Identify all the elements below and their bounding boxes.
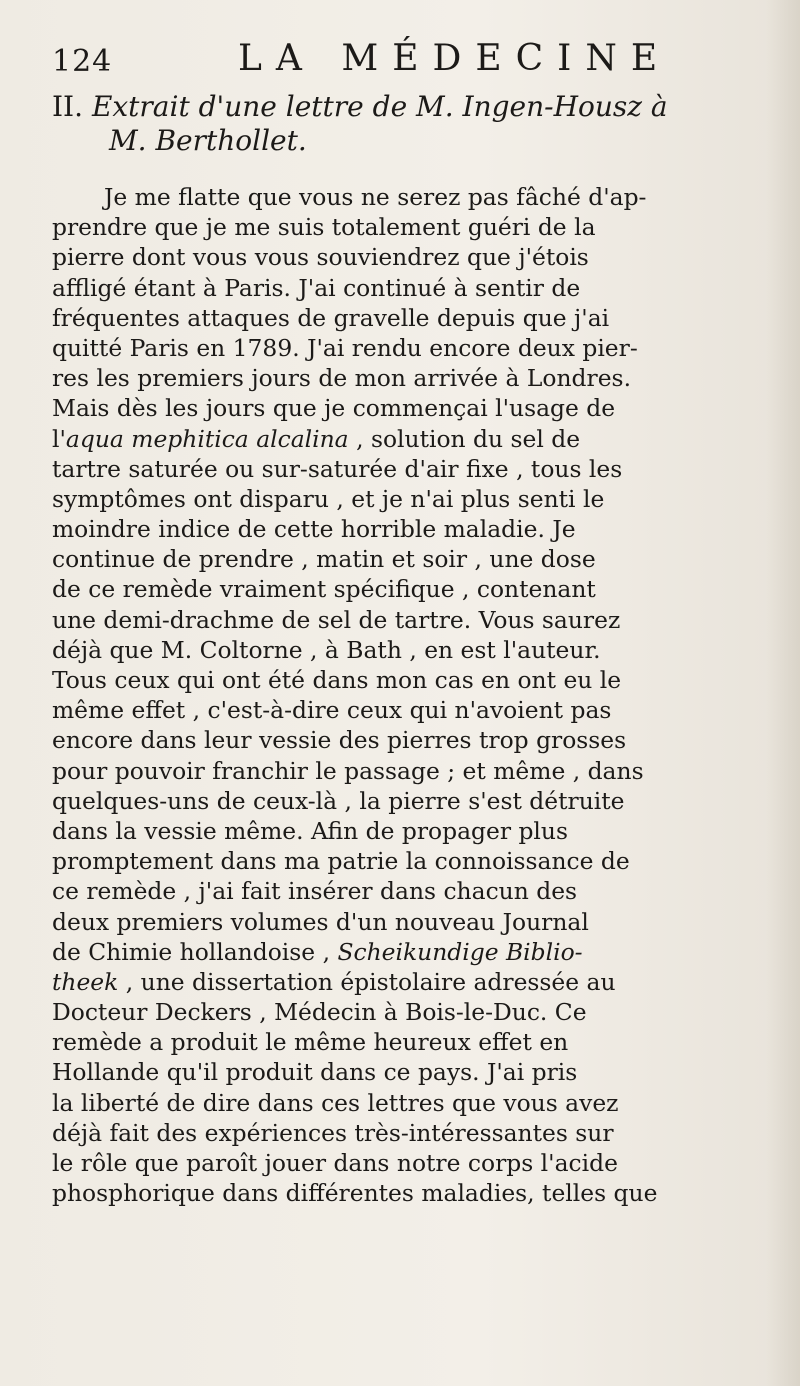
text-fragment: de Chimie hollandoise , (52, 937, 338, 966)
text-line: Mais dès les jours que je commençai l'usage de (52, 394, 616, 423)
page-number: 124 (52, 44, 113, 79)
text-line: pierre dont vous vous souviendrez que j'étois (52, 243, 589, 272)
text-line: Je me flatte que vous ne serez pas fâché d'ap- (104, 183, 647, 211)
running-head: LA MÉDECINE (238, 38, 672, 79)
text-line (52, 937, 764, 967)
text-line: phosphorique dans différentes maladies, telles que (52, 1179, 658, 1208)
text-line: moindre indice de cette horrible maladie. Je (52, 515, 576, 544)
text-line: pour pouvoir franchir le passage ; et même , dans (52, 756, 644, 785)
letter-body (52, 182, 764, 1208)
text-line: Docteur Deckers , Médecin à Bois-le-Duc. Ce (52, 998, 587, 1027)
text-line: continue de prendre , matin et soir , une dose (52, 545, 596, 574)
text-line: de ce remède vraiment spécifique , contenant (52, 575, 596, 604)
page-header (52, 30, 764, 82)
section-title (52, 90, 764, 158)
section-title-line-1: Extrait d'une lettre de M. Ingen-Housz à (91, 90, 668, 123)
text-line: Hollande qu'il produit dans ce pays. J'ai pris (52, 1058, 578, 1087)
text-line: prendre que je me suis totalement guéri de la (52, 213, 596, 242)
text-line: une demi-drachme de sel de tartre. Vous saurez (52, 605, 621, 634)
text-line: déjà fait des expériences très-intéressantes sur (52, 1118, 614, 1147)
text-line: la liberté de dire dans ces lettres que vous avez (52, 1088, 619, 1117)
text-line: quitté Paris en 1789. J'ai rendu encore deux pier- (52, 333, 638, 362)
italic-term: aqua mephitica alcalina (65, 424, 349, 453)
text-line: tartre saturée ou sur-saturée d'air fixe , tous les (52, 454, 623, 483)
text-fragment: , solution du sel de (348, 424, 581, 453)
section-numeral: II. (52, 90, 84, 123)
text-line: symptômes ont disparu , et je n'ai plus senti le (52, 484, 605, 513)
italic-journal-title: Scheikundige Biblio- (337, 937, 583, 966)
text-line: dans la vessie même. Afin de propager plus (52, 816, 568, 845)
text-line: déjà que M. Coltorne , à Bath , en est l'auteur. (52, 635, 601, 664)
text-line: promptement dans ma patrie la connoissance de (52, 847, 630, 876)
text-line (52, 967, 764, 997)
italic-journal-title: theek (52, 967, 119, 996)
text-line: res les premiers jours de mon arrivée à Londres. (52, 364, 631, 393)
text-line: affligé étant à Paris. J'ai continué à sentir de (52, 273, 581, 302)
text-fragment: l' (52, 424, 66, 453)
text-line: même effet , c'est-à-dire ceux qui n'avoient pas (52, 696, 612, 725)
text-line: le rôle que paroît jouer dans notre corps l'acide (52, 1149, 618, 1177)
text-line: Tous ceux qui ont été dans mon cas en ont eu le (52, 666, 622, 694)
text-line: quelques-uns de ceux-là , la pierre s'est détruite (52, 786, 625, 815)
text-line: deux premiers volumes d'un nouveau Journal (52, 907, 589, 936)
text-line: encore dans leur vessie des pierres trop grosses (52, 726, 627, 755)
text-line: ce remède , j'ai fait insérer dans chacun des (52, 877, 578, 906)
text-line: fréquentes attaques de gravelle depuis que j'ai (52, 303, 610, 332)
page-edge-shadow (766, 0, 800, 1386)
text-line (52, 424, 764, 454)
section-title-line-2: M. Berthollet. (109, 124, 307, 157)
text-fragment: , une dissertation épistolaire adressée au (118, 967, 616, 996)
text-line: remède a produit le même heureux effet en (52, 1028, 569, 1057)
